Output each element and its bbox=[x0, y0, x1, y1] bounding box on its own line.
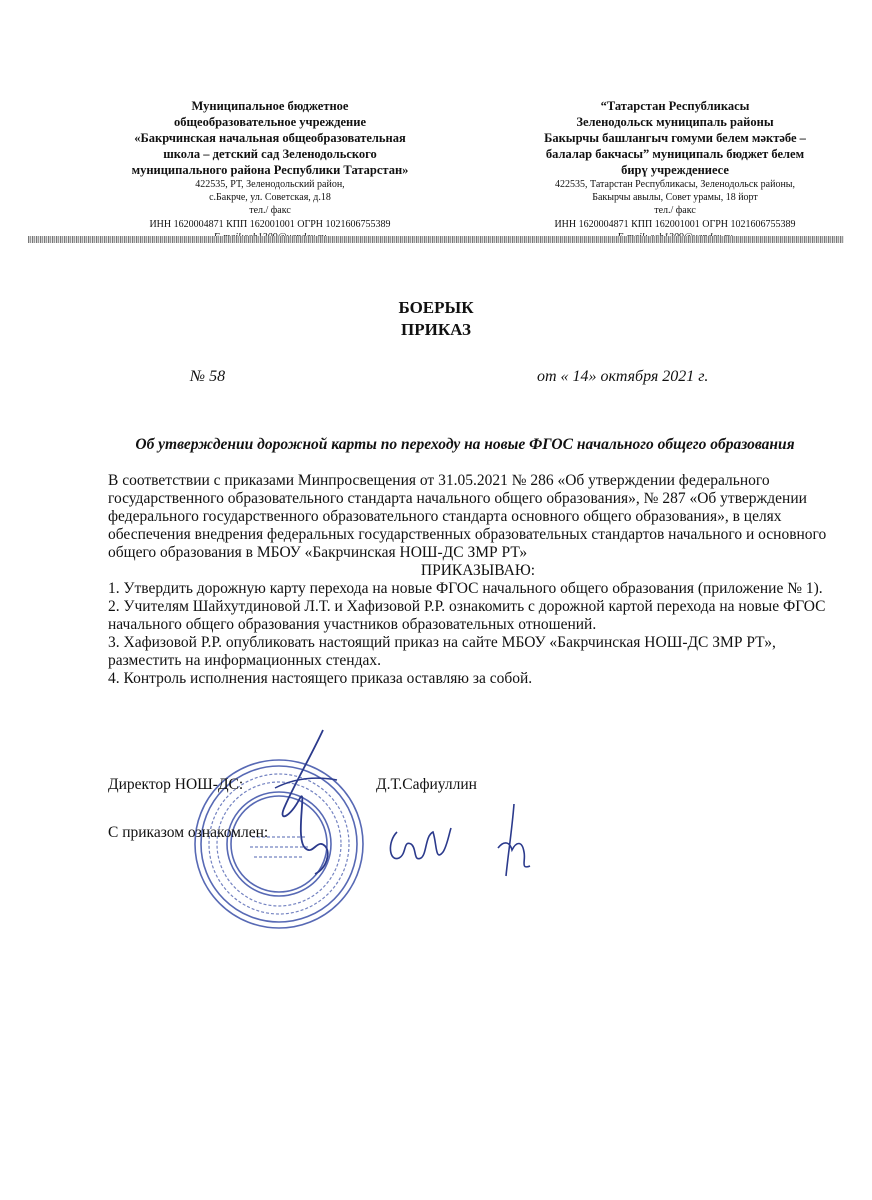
address-line: 422535, РТ, Зеленодольский район, bbox=[195, 179, 345, 190]
preamble: В соответствии с приказами Минпросвещения от 31.05.2021 № 286 «Об утверждении федерального государственного образовательного стандарта начального общего образования», № 287 «Об утверждении федерального государственного образовательного стандарта основного общего образования», в целях обеспечения внедрения федеральных государственных образовательных стандартов начального и основного общего образования в МБОУ «Бакрчинская НОШ-ДС ЗМР РТ» bbox=[108, 472, 827, 561]
org-line: Муниципальное бюджетное bbox=[191, 99, 349, 113]
order-item: 2. Учителям Шайхутдиновой Л.Т. и Хафизовой Р.Р. ознакомить с дорожной картой перехода на новые ФГОС начального общего образования участников образовательных отношений. bbox=[108, 598, 826, 633]
org-line: Бакырчы башлангыч гомуми белем мәктәбе – bbox=[544, 131, 806, 145]
header-divider bbox=[28, 236, 844, 243]
address-line: 422535, Татарстан Республикасы, Зеленодольск районы, bbox=[554, 179, 796, 190]
order-body bbox=[108, 472, 848, 688]
org-line: общеобразовательное учреждение bbox=[174, 115, 366, 129]
order-item: 3. Хафизовой Р.Р. опубликовать настоящий приказ на сайте МБОУ «Бакрчинская НОШ-ДС ЗМР РТ», разместить на информационных стендах. bbox=[108, 634, 776, 669]
registration-ids: ИНН 1620004871 КПП 162001001 ОГРН 1021606755389 bbox=[149, 219, 391, 230]
phone-line: тел./ факс bbox=[654, 205, 696, 216]
acquainted-label: С приказом ознакомлен: bbox=[108, 824, 269, 841]
order-item: 1. Утвердить дорожную карту перехода на новые ФГОС начального общего образования (приложение № 1). bbox=[108, 580, 823, 597]
org-line: школа – детский сад Зеленодольского bbox=[163, 147, 377, 161]
director-label: Директор НОШ-ДС: bbox=[108, 776, 244, 793]
header-left bbox=[100, 98, 440, 245]
doc-title-russian: ПРИКАЗ bbox=[401, 320, 471, 339]
org-line: муниципального района Республики Татарстан» bbox=[131, 163, 409, 177]
order-word: ПРИКАЗЫВАЮ: bbox=[420, 562, 536, 579]
order-subject: Об утверждении дорожной карты по переходу на новые ФГОС начального общего образования bbox=[135, 436, 795, 453]
org-line: Зеленодольск муниципаль районы bbox=[576, 115, 774, 129]
org-line: балалар бакчасы” муниципаль бюджет белем bbox=[545, 147, 805, 161]
header-right bbox=[500, 98, 850, 245]
order-date: от « 14» октября 2021 г. bbox=[537, 368, 709, 385]
registration-ids: ИНН 1620004871 КПП 162001001 ОГРН 1021606755389 bbox=[554, 219, 796, 230]
org-line: «Бакрчинская начальная общеобразовательная bbox=[134, 131, 406, 145]
director-signature-icon bbox=[255, 728, 355, 878]
org-line: бирү учреждениесе bbox=[621, 163, 729, 177]
teacher-signature-icon bbox=[490, 800, 540, 880]
order-item: 4. Контроль исполнения настоящего приказа оставляю за собой. bbox=[108, 670, 533, 687]
order-number: № 58 bbox=[190, 368, 226, 385]
address-line: с.Бакрче, ул. Советская, д.18 bbox=[209, 192, 331, 203]
address-line: Бакырчы авылы, Совет урамы, 18 йорт bbox=[592, 192, 758, 203]
teacher-signature-icon bbox=[385, 822, 455, 872]
phone-line: тел./ факс bbox=[249, 205, 291, 216]
director-name: Д.Т.Сафиуллин bbox=[376, 776, 477, 793]
doc-title-tatar: БОЕРЫК bbox=[398, 298, 474, 317]
org-line: “Татарстан Республикасы bbox=[600, 99, 750, 113]
